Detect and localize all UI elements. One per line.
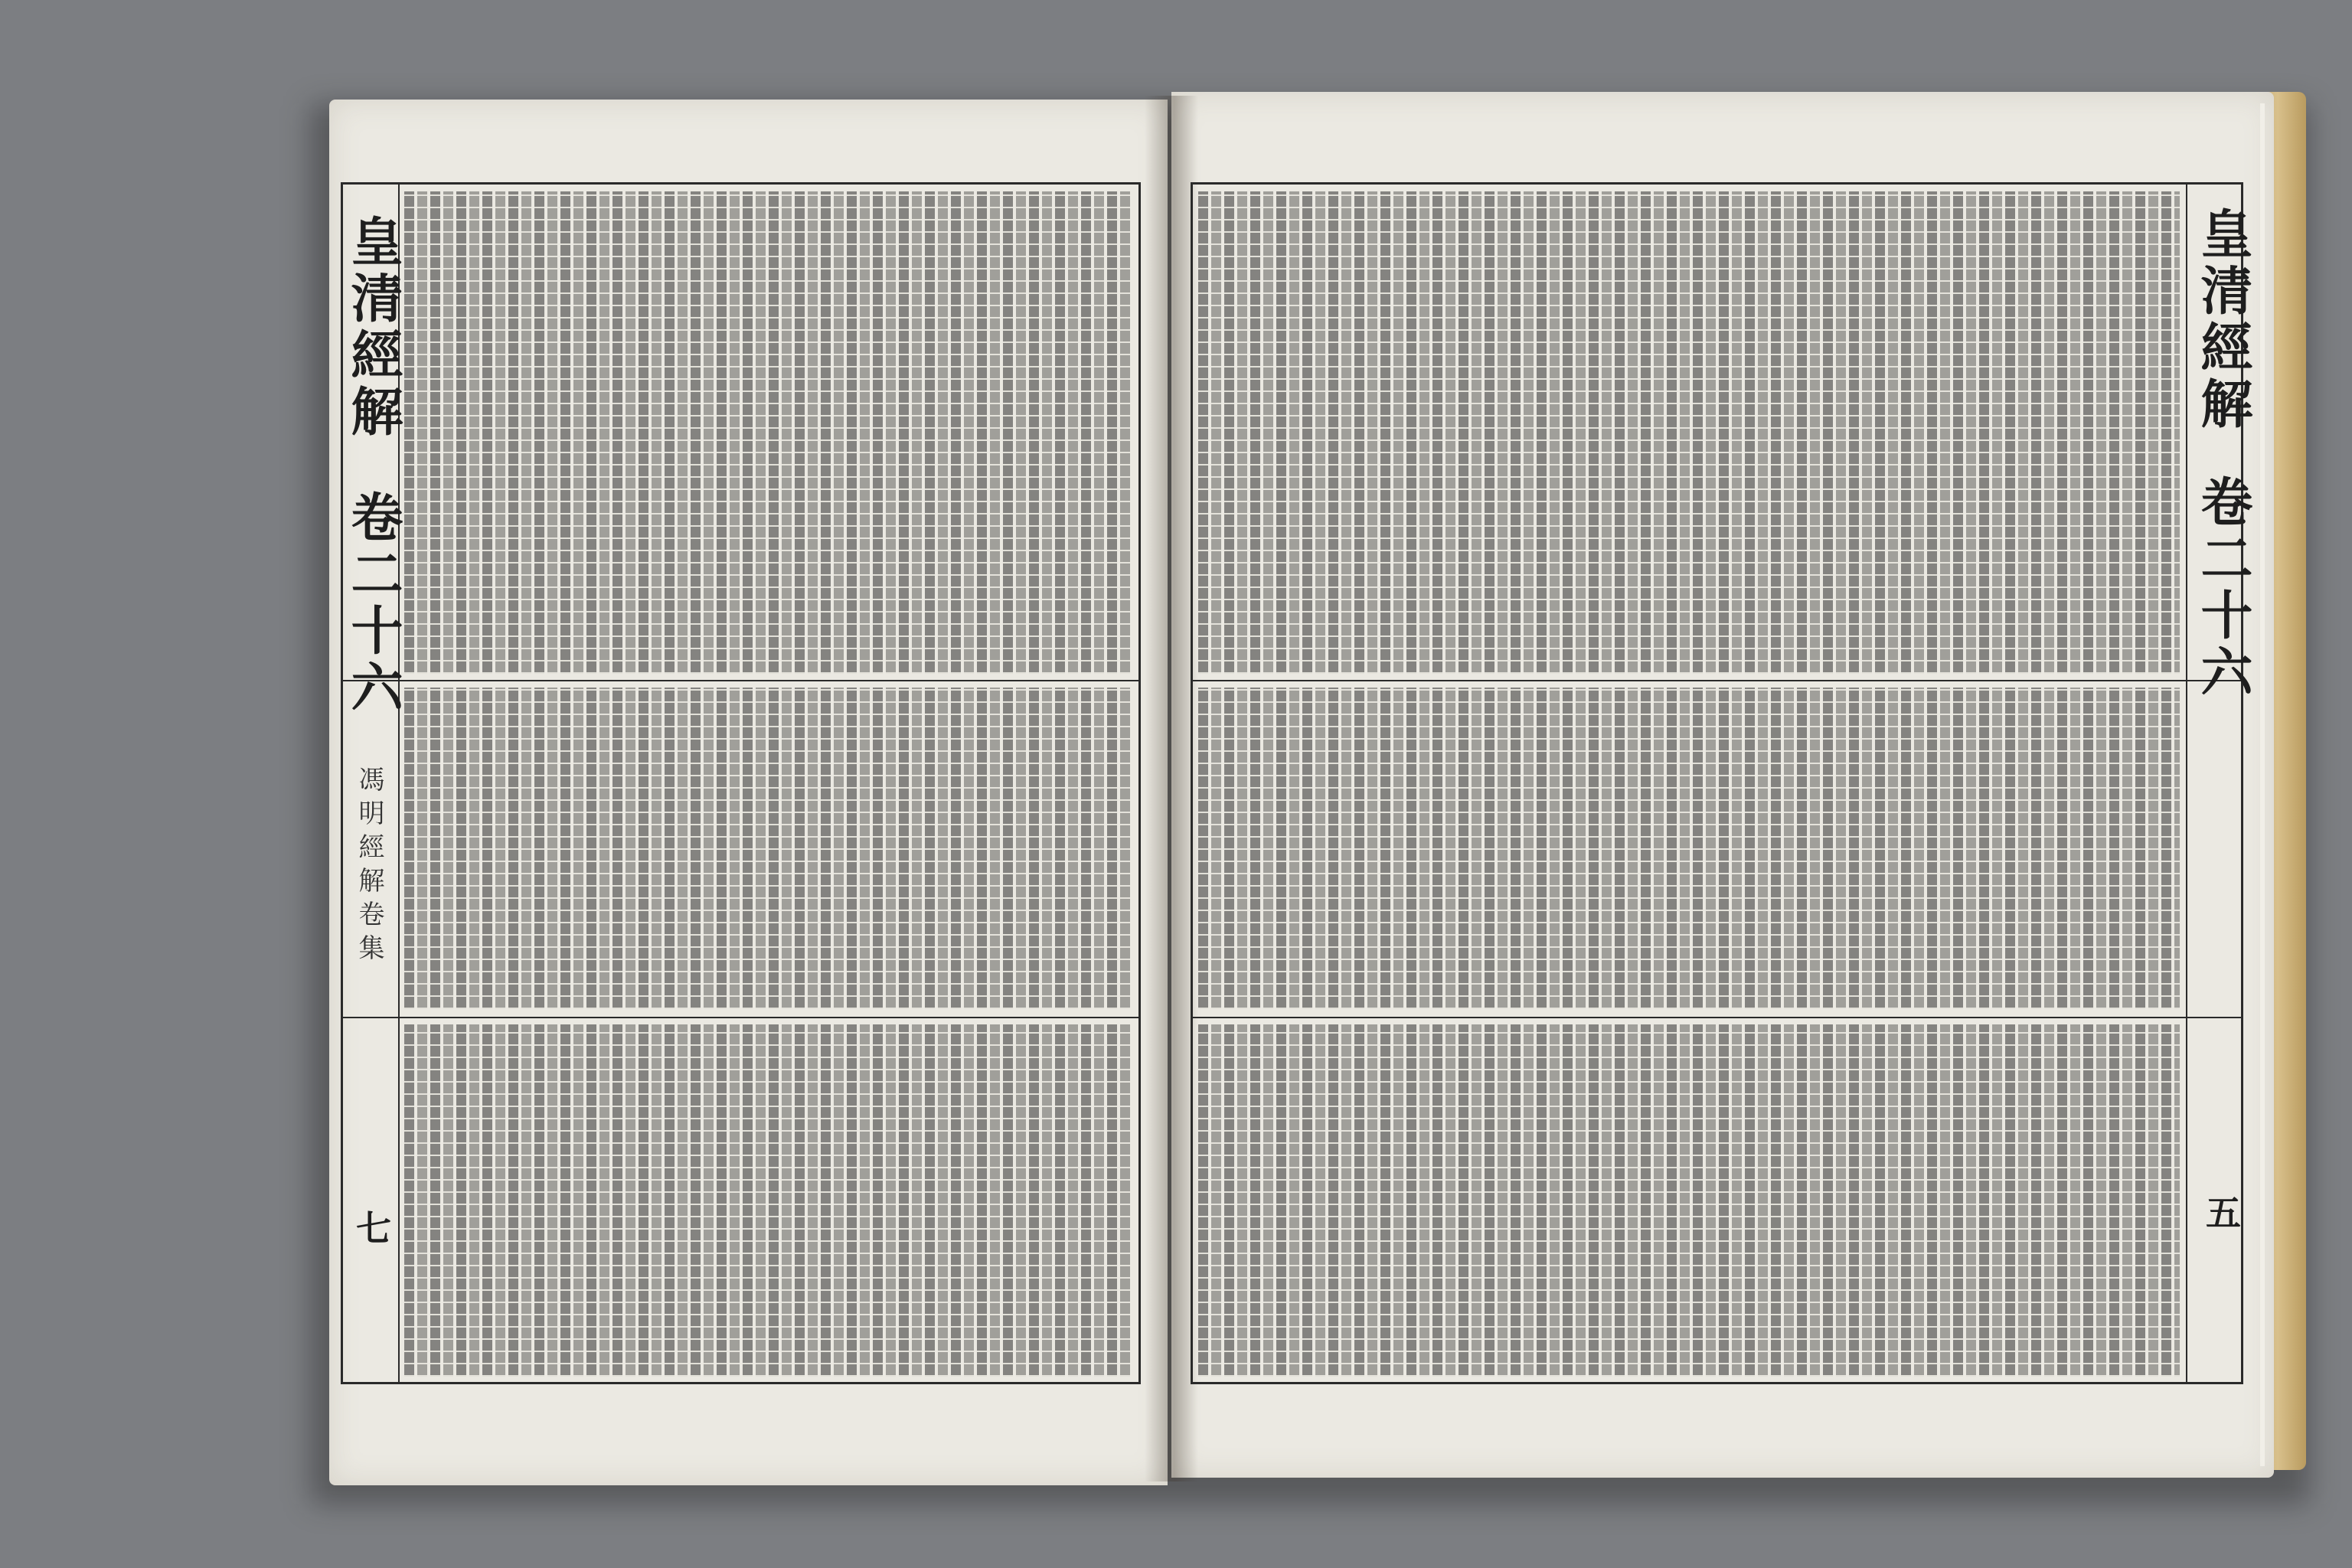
left-register-1-text xyxy=(404,191,1133,674)
right-volume-label: 卷二十六 xyxy=(2192,475,2253,701)
left-register-divider-2 xyxy=(341,1017,1141,1018)
right-register-3-text xyxy=(1198,1024,2180,1377)
left-volume-label: 卷二十六 xyxy=(342,490,403,717)
left-register-2-text xyxy=(404,688,1133,1009)
right-folio: 五 xyxy=(2200,1194,2242,1234)
page-edge xyxy=(2260,103,2265,1466)
right-register-divider-2 xyxy=(1191,1017,2243,1018)
left-author-label: 馮明經解卷集 xyxy=(354,766,384,968)
right-register-2-text xyxy=(1198,688,2180,1009)
right-margin-rule xyxy=(2186,182,2187,1384)
left-folio: 七 xyxy=(351,1210,392,1250)
right-register-divider-1 xyxy=(1191,680,2243,681)
left-register-3-text xyxy=(404,1024,1133,1377)
left-register-divider-1 xyxy=(341,680,1141,681)
right-running-title: 皇清經解 xyxy=(2192,207,2253,433)
right-register-1-text xyxy=(1198,191,2180,674)
left-running-title: 皇清經解 xyxy=(342,214,403,441)
